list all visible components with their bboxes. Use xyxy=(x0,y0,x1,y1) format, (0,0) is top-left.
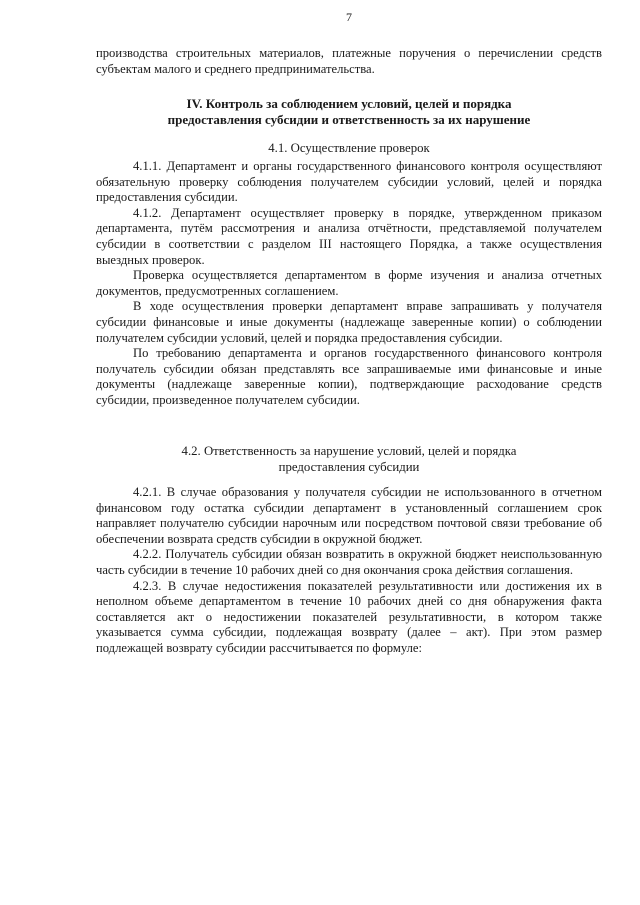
paragraph-4-2-3: 4.2.3. В случае недостижения показателей результативности или достижения их в неполном объеме департаментом в течение 10 рабочих дней со дня обнаружения факта составляется акт о недостижении показателей результативности, в котором также указывается сумма субсидии, подлежащая возврату (далее – акт). При этом размер подлежащей возврату субсидии рассчитывается по формуле: xyxy=(96,578,602,655)
subsection-4-1-title: 4.1. Осуществление проверок xyxy=(268,141,430,155)
paragraph-check-form: Проверка осуществляется департаментом в форме изучения и анализа отчетных документов, предусмотренных соглашением. xyxy=(96,268,602,298)
subsection-4-1-heading xyxy=(96,140,602,156)
page-number: 7 xyxy=(346,10,352,24)
section-heading xyxy=(96,96,602,128)
paragraph-document-obligation: По требованию департамента и органов государственного финансового контроля получатель субсидии обязан представлять все запрашиваемые ими финансовые и иные документы (надлежаще заверенные копии), подтверждающие расходование средств субсидии, произведенное получателем субсидии. xyxy=(96,346,602,407)
section-title-line-1: IV. Контроль за соблюдением условий, целей и порядка xyxy=(186,96,512,111)
paragraph-4-1-2: 4.1.2. Департамент осуществляет проверку в порядке, утвержденном приказом департамента, путём рассмотрения и анализа отчётности, представляемой получателем субсидии в соответствии с разделом III настоящего Порядка, а также осуществления выездных проверок. xyxy=(96,205,602,267)
subsection-4-1-body xyxy=(96,159,602,409)
paragraph-4-1-1: 4.1.1. Департамент и органы государственного финансового контроля осуществляют обязательную проверку соблюдения получателем субсидии условий, целей и порядка предоставления субсидии. xyxy=(96,159,602,205)
continuation-paragraph: производства строительных материалов, платежные поручения о перечислении средств субъектам малого и среднего предпринимательства. xyxy=(96,46,602,76)
subsection-4-2-heading xyxy=(96,443,602,475)
section-title-line-2: предоставления субсидии и ответственность за их нарушение xyxy=(167,112,531,127)
document-page xyxy=(96,0,602,905)
subsection-4-2-title-line-2: предоставления субсидии xyxy=(278,460,420,474)
paragraph-4-2-1: 4.2.1. В случае образования у получателя субсидии не использованного в отчетном финансовом году остатка субсидии департамент в установленный соглашением срок направляет получателю субсидии нарочным или посредством почтовой связи требование об обеспечении возврата средств субсидии в окружной бюджет. xyxy=(96,485,602,546)
subsection-4-2-title-line-1: 4.2. Ответственность за нарушение условий, целей и порядка xyxy=(181,444,517,458)
continuation-block xyxy=(96,46,602,77)
paragraph-document-request: В ходе осуществления проверки департамент вправе запрашивать у получателя субсидии финансовые и иные документы (надлежаще заверенные копии) о соблюдении получателем субсидии условий, целей и порядка предоставления субсидии. xyxy=(96,299,602,345)
paragraph-4-2-2: 4.2.2. Получатель субсидии обязан возвратить в окружной бюджет неиспользованную часть субсидии в течение 10 рабочих дней со дня окончания срока действия соглашения. xyxy=(96,547,602,577)
subsection-4-2-body xyxy=(96,485,602,657)
